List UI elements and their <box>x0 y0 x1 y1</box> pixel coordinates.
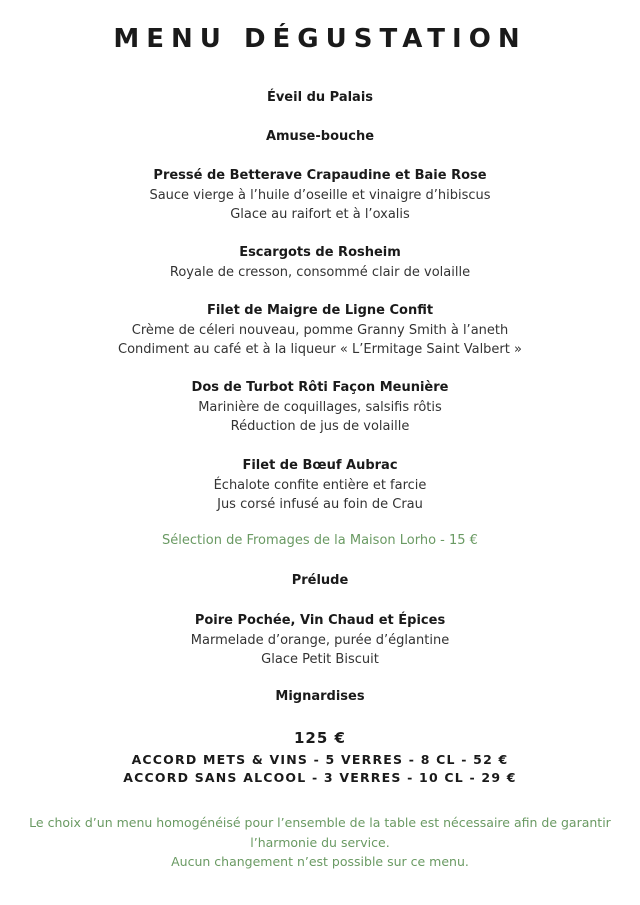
course-description: Jus corsé infusé au foin de Crau <box>217 497 423 512</box>
note-line: Aucun changement n’est possible sur ce menu. <box>171 854 469 869</box>
accord-sans-alcool: ACCORD SANS ALCOOL - 3 VERRES - 10 CL - 29 € <box>123 770 517 785</box>
course-description: Glace Petit Biscuit <box>261 652 379 667</box>
course-betterave <box>0 166 640 225</box>
course-name: Escargots de Rosheim <box>239 245 401 260</box>
course-description: Échalote confite entière et farcie <box>213 477 427 493</box>
section-eveil: Éveil du Palais <box>266 90 374 105</box>
course-name: Pressé de Betterave Crapaudine et Baie Rose <box>153 168 487 183</box>
course-description: Glace au raifort et à l’oxalis <box>230 207 410 222</box>
course-boeuf <box>0 456 640 515</box>
section-prelude: Prélude <box>291 573 349 588</box>
course-name: Filet de Maigre de Ligne Confit <box>206 303 434 318</box>
note-line: l’harmonie du service. <box>250 834 390 850</box>
menu-price: 125 € <box>294 729 346 747</box>
section-mignardises: Mignardises <box>275 689 365 704</box>
course-escargots <box>0 243 640 282</box>
course-dessert <box>0 611 640 670</box>
course-description: Marmelade d’orange, purée d’églantine <box>190 632 450 648</box>
course-name: Filet de Bœuf Aubrac <box>242 458 398 473</box>
section-amuse-bouche: Amuse-bouche <box>265 129 375 144</box>
course-name: Poire Pochée, Vin Chaud et Épices <box>194 613 446 628</box>
page-title: MENU DÉGUSTATION <box>113 24 527 54</box>
course-description: Crème de céleri nouveau, pomme Granny Smith à l’aneth <box>131 322 509 338</box>
course-description: Condiment au café et à la liqueur « L’Ermitage Saint Valbert » <box>118 342 522 357</box>
accord-mets-vins: ACCORD METS & VINS - 5 VERRES - 8 CL - 52 € <box>131 752 509 767</box>
menu-note <box>0 813 640 872</box>
course-description: Sauce vierge à l’huile d’oseille et vinaigre d’hibiscus <box>149 187 491 203</box>
course-description: Réduction de jus de volaille <box>230 419 410 434</box>
course-name: Dos de Turbot Rôti Façon Meunière <box>191 380 449 395</box>
course-description: Royale de cresson, consommé clair de volaille <box>169 264 471 280</box>
course-maigre <box>0 301 640 360</box>
course-turbot <box>0 378 640 437</box>
note-line: Le choix d’un menu homogénéisé pour l’ensemble de la table est nécessaire afin de garantir <box>29 815 611 830</box>
course-description: Marinière de coquillages, salsifis rôtis <box>198 399 442 415</box>
fromages-option: Sélection de Fromages de la Maison Lorho - 15 € <box>162 533 478 548</box>
